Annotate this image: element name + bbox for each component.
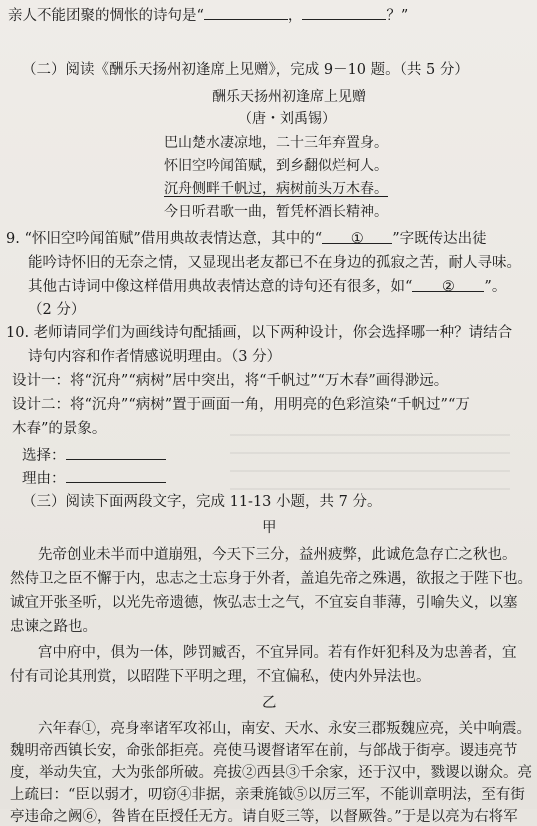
choice-blank[interactable] bbox=[66, 446, 166, 460]
q10-design-2b: 木春”的景象。 bbox=[12, 421, 107, 437]
q10-line-1: 10. 老师请同学们为画线诗句配插画，以下两种设计，你会选择哪一种？请结合 bbox=[6, 325, 513, 341]
q9-line-1 bbox=[6, 230, 487, 248]
choice-label: 选择： bbox=[22, 448, 66, 464]
top-question-line bbox=[8, 6, 408, 25]
jia-line-4: 忠谏之路也。 bbox=[10, 619, 97, 635]
poem-line-1: 巴山楚水凄凉地，二十三年弃置身。 bbox=[164, 135, 388, 151]
section2-heading: （二）阅读《酬乐天扬州初逢席上见赠》，完成 9－10 题。（共 5 分） bbox=[22, 62, 469, 78]
top-prefix: 亲人不能团聚的惆怅的诗句是“ bbox=[8, 8, 204, 24]
jia-line-3: 诚宜开张圣听，以光先帝遗德，恢弘志士之气，不宜妄自菲薄，引喻失义，以塞 bbox=[10, 595, 518, 611]
passage-jia-label: 甲 bbox=[262, 520, 277, 536]
q9-text-d: ”。 bbox=[484, 279, 507, 295]
q9-score: （2 分） bbox=[28, 302, 86, 318]
yi-line-1: 六年春①，亮身率诸军攻祁山，南安、天水、永安三郡叛魏应亮，关中响震。 bbox=[38, 721, 531, 737]
jia-line-6: 付有司论其刑赏，以昭陛下平明之理，不宜偏私，使内外异法也。 bbox=[10, 669, 431, 685]
q9-text-a: 9. “怀旧空吟闻笛赋”借用典故表情达意，其中的“ bbox=[6, 231, 323, 247]
q9-mark-2: ② bbox=[441, 279, 455, 295]
q9-blank-2[interactable] bbox=[412, 278, 484, 295]
top-suffix: ？” bbox=[386, 8, 409, 24]
yi-line-4: 上疏曰：“臣以弱才，叨窃④非据，亲秉旄钺⑤以厉三军，不能训章明法，至有街 bbox=[10, 787, 525, 803]
yi-line-5: 亭违命之阙⑥，咎皆在臣授任无方。请自贬三等，以督厥咎。”于是以亮为右将军 bbox=[10, 809, 518, 825]
jia-line-2: 然侍卫之臣不懈于内，忠志之士忘身于外者，盖追先帝之殊遇，欲报之于陛下也。 bbox=[10, 571, 532, 587]
poem-title: 酬乐天扬州初逢席上见赠 bbox=[212, 89, 366, 105]
poem-author: （唐・刘禹锡） bbox=[238, 111, 336, 127]
q9-mark-1: ① bbox=[350, 231, 364, 247]
poem-line-2: 怀旧空吟闻笛赋，到乡翻似烂柯人。 bbox=[164, 158, 388, 174]
jia-line-1: 先帝创业未半而中道崩殂，今天下三分，益州疲弊，此诚危急存亡之秋也。 bbox=[38, 547, 517, 563]
q9-blank-1[interactable] bbox=[322, 230, 392, 247]
poem-line-3-underlined: 沉舟侧畔千帆过，病树前头万木春。 bbox=[164, 181, 388, 197]
section3-heading: （三）阅读下面两段文字，完成 11-13 小题，共 7 分。 bbox=[22, 494, 382, 510]
q9-line-3 bbox=[28, 278, 506, 296]
top-comma: ， bbox=[287, 8, 303, 24]
jia-line-5: 宫中府中，俱为一体，陟罚臧否，不宜异同。若有作奸犯科及为忠善者，宜 bbox=[38, 645, 517, 661]
q10-line-2: 诗句内容和作者情感说明理由。（3 分） bbox=[28, 349, 282, 365]
q9-text-b: ”字既传达出徒 bbox=[392, 231, 487, 247]
q10-design-1: 设计一：将“沉舟”“病树”居中突出，将“千帆过”“万木春”画得渺远。 bbox=[12, 373, 449, 389]
answer-blank-2[interactable] bbox=[302, 6, 386, 20]
yi-line-3: 度，举动失宜，大为张郃所破。亮拔②西县③千余家，还于汉中，戮谡以谢众。亮 bbox=[10, 765, 532, 781]
q10-design-2a: 设计二：将“沉舟”“病树”置于画面一角，用明亮的色彩渲染“千帆过”“万 bbox=[12, 397, 470, 413]
yi-line-2: 魏明帝西镇长安，命张郃拒亮。亮使马谡督诸军在前，与郃战于街亭。谡违亮节 bbox=[10, 743, 518, 759]
answer-blank-1[interactable] bbox=[204, 6, 288, 20]
q9-line-2: 能吟诗怀旧的无奈之情，又显现出老友都已不在身边的孤寂之苦，耐人寻味。 bbox=[28, 255, 521, 271]
q10-choice-row bbox=[22, 446, 166, 465]
bleed-through-shadow bbox=[230, 430, 510, 490]
passage-yi-label: 乙 bbox=[262, 695, 277, 711]
q10-reason-row bbox=[22, 469, 166, 488]
q9-text-c: 其他古诗词中像这样借用典故表情达意的诗句还有很多，如“ bbox=[28, 279, 413, 295]
poem-line-4: 今日听君歌一曲，暂凭杯酒长精神。 bbox=[164, 204, 388, 220]
reason-label: 理由： bbox=[22, 471, 66, 487]
reason-blank[interactable] bbox=[66, 469, 166, 483]
